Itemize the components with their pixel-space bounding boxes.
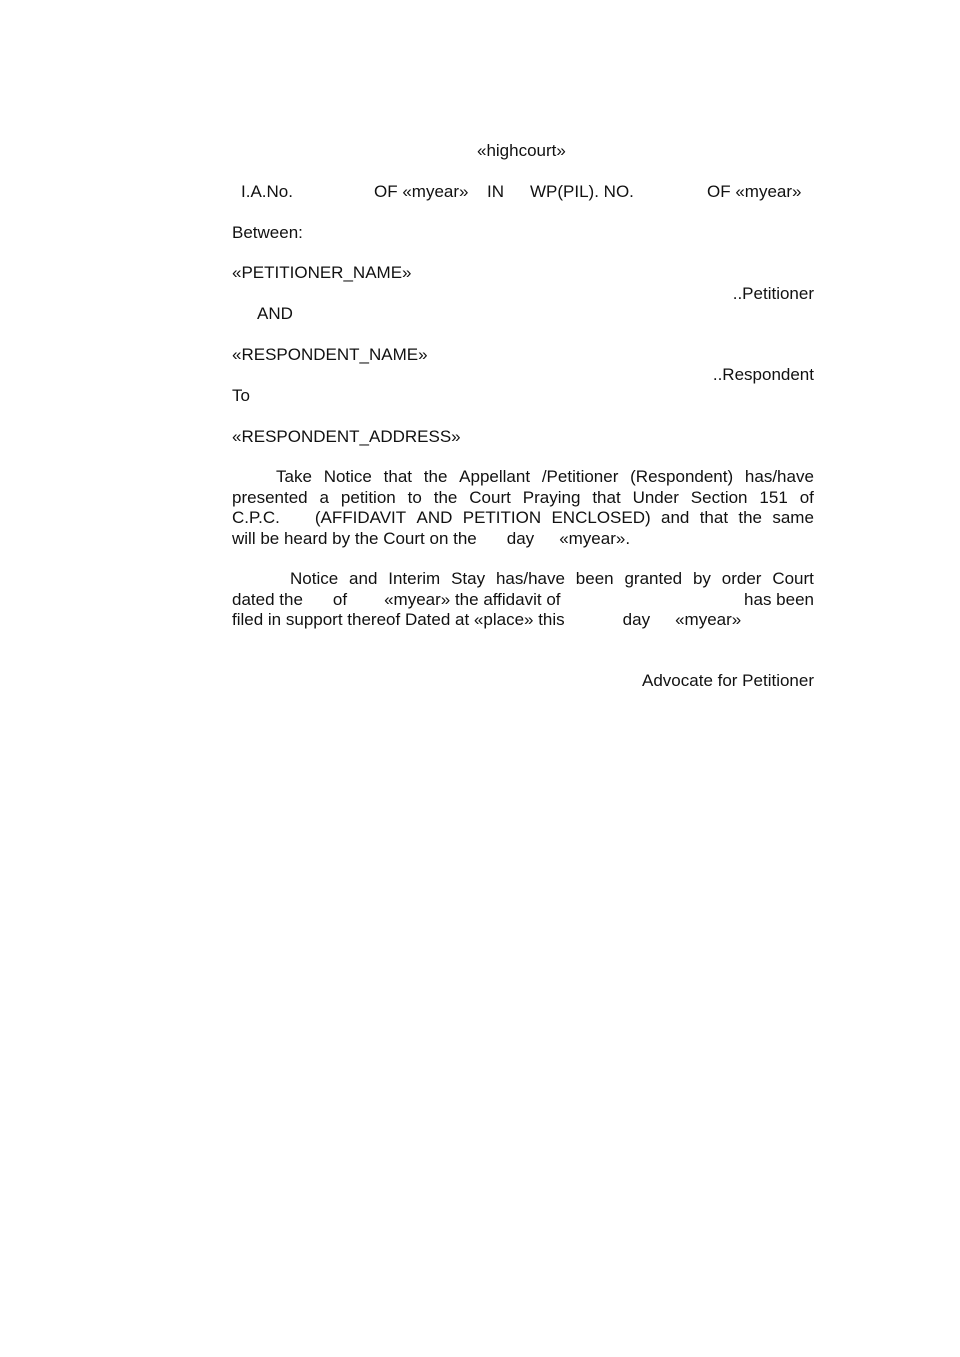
stay-year: «myear»: [675, 610, 742, 629]
advocate-signature: Advocate for Petitioner: [642, 671, 814, 690]
ia-year: OF «myear»: [374, 182, 469, 201]
word: has/have: [744, 467, 814, 486]
word: ENCLOSED): [551, 508, 651, 527]
word: the: [738, 508, 763, 527]
wp-number-label: WP(PIL). NO.: [530, 182, 634, 201]
affidavit-text: «myear» the affidavit of: [384, 589, 561, 609]
notice-line-3: [232, 508, 814, 529]
word: C.P.C.: [232, 508, 280, 527]
word: Under: [632, 487, 679, 507]
word: Notice: [323, 467, 372, 486]
word: AND: [416, 508, 453, 527]
word: /Petitioner: [541, 467, 619, 486]
in-label: IN: [487, 182, 504, 201]
stay-day-label: day: [622, 610, 651, 629]
respondent-role: ..Respondent: [712, 365, 814, 384]
respondent-name: «RESPONDENT_NAME»: [232, 345, 428, 364]
word: Section: [690, 487, 748, 507]
stay-line-3: [232, 610, 814, 631]
word: order: [721, 569, 762, 588]
stay-paragraph: [232, 569, 814, 631]
notice-paragraph: [232, 467, 814, 549]
word: granted: [624, 569, 683, 588]
petitioner-role: ..Petitioner: [732, 284, 814, 303]
notice-line-1: [232, 467, 814, 488]
word: and: [660, 508, 690, 527]
to-label: To: [232, 386, 250, 405]
hearing-day-label: day: [506, 528, 535, 548]
word: of: [799, 487, 814, 507]
word: Notice: [290, 569, 339, 588]
word: (AFFIDAVIT: [314, 508, 407, 527]
dated-the-text: dated the: [232, 589, 303, 609]
word: that: [383, 467, 412, 486]
word: a: [319, 487, 329, 507]
notice-line-4: [232, 529, 814, 550]
hearing-text: will be heard by the Court on the: [232, 528, 477, 548]
word: has/have: [495, 569, 565, 588]
petitioner-name: «PETITIONER_NAME»: [232, 263, 412, 282]
word: Appellant: [459, 467, 531, 486]
word: Court: [469, 487, 511, 507]
word: by: [692, 569, 711, 588]
notice-line-2: [232, 488, 814, 509]
word: Court: [772, 569, 814, 588]
court-title: «highcourt»: [477, 141, 566, 160]
word: and: [349, 569, 378, 588]
stay-line-1: [232, 569, 814, 590]
dated-place-text: filed in support thereof Dated at «place» this: [232, 610, 565, 629]
word: Praying: [522, 487, 581, 507]
word: presented: [232, 487, 308, 507]
word: been: [575, 569, 614, 588]
word: PETITION: [462, 508, 542, 527]
word: that: [699, 508, 729, 527]
word: the: [423, 467, 448, 486]
between-label: Between:: [232, 223, 303, 242]
word: Interim: [388, 569, 441, 588]
word: 151: [759, 487, 788, 507]
ia-number-label: I.A.No.: [241, 182, 293, 201]
wp-year: OF «myear»: [707, 182, 802, 201]
word: same: [772, 508, 814, 527]
and-label: AND: [257, 304, 293, 323]
word: Stay: [451, 569, 486, 588]
hearing-year: «myear».: [559, 528, 631, 548]
respondent-address: «RESPONDENT_ADDRESS»: [232, 427, 461, 446]
has-been-text: has been: [744, 589, 814, 609]
stay-line-2: [232, 590, 814, 611]
of-text: of: [332, 589, 348, 609]
word: to: [407, 487, 422, 507]
word: that: [592, 487, 621, 507]
word: the: [433, 487, 458, 507]
word: (Respondent): [630, 467, 734, 486]
word: Take: [276, 467, 312, 486]
word: petition: [340, 487, 396, 507]
